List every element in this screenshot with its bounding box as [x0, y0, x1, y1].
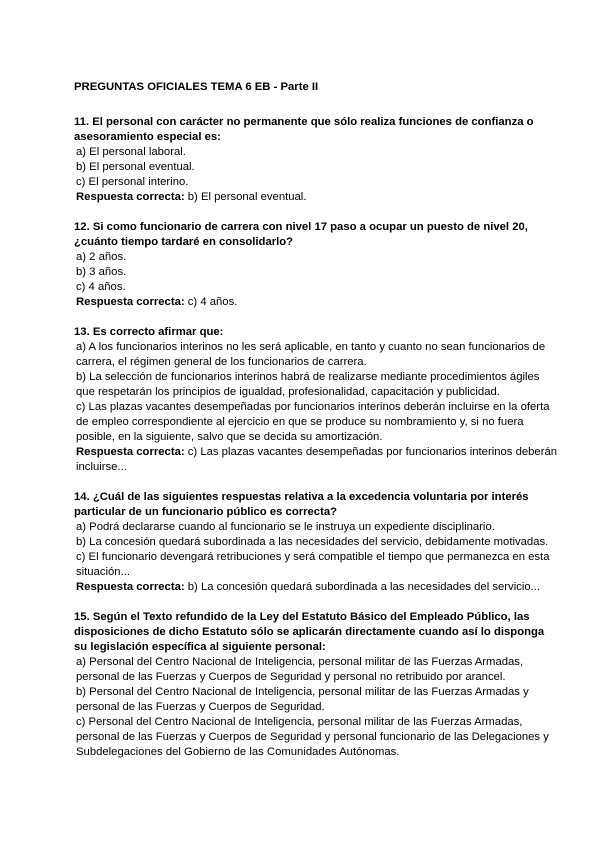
document-title: PREGUNTAS OFICIALES TEMA 6 EB - Parte II	[74, 81, 319, 93]
question-stem: 15. Según el Texto refundido de la Ley del Estatuto Básico del Empleado Público, las disposiciones de dicho Estatuto sólo se aplicarán directamente cuando así lo disponga su legislación específica al siguiente personal:	[74, 611, 545, 653]
option-a: a) Personal del Centro Nacional de Inteligencia, personal militar de las Fuerzas Armadas, personal de las Fuerzas y Cuerpos de Seguridad y personal no retribuido por arancel.	[76, 656, 524, 683]
option-b: b) 3 años.	[76, 266, 127, 278]
question-stem: 14. ¿Cuál de las siguientes respuestas relativa a la excedencia voluntaria por interés particular de un funcionario público es correcta?	[74, 491, 529, 518]
option-c: c) Personal del Centro Nacional de Inteligencia, personal militar de las Fuerzas Armadas, personal de las Fuerzas y Cuerpos de Seguridad y personal funcionario de las Delegaciones y Subdelegaciones del Gobierno de las Comunidades Autónomas.	[76, 716, 549, 758]
option-b: b) La selección de funcionarios interinos habrá de realizarse mediante procedimientos ágiles que respetarán los principios de igualdad, profesionalidad, capacitación y publicidad.	[76, 371, 540, 398]
option-c: c) Las plazas vacantes desempeñadas por funcionarios interinos deberán incluirse en la oferta de empleo correspondiente al ejercicio en que se produce su nombramiento y, si no fuera posible, en la siguiente, salvo que se decida su amortización.	[76, 401, 550, 443]
correct-answer	[74, 295, 560, 310]
question-12	[74, 220, 560, 310]
answer-label: Respuesta correcta:	[76, 191, 185, 203]
option-a: a) 2 años.	[76, 251, 127, 263]
answer-label: Respuesta correcta:	[76, 581, 185, 593]
question-stem: 13. Es correcto afirmar que:	[74, 326, 224, 338]
answer-text: b) El personal eventual.	[187, 191, 307, 203]
option-b: b) La concesión quedará subordinada a las necesidades del servicio, debidamente motivadas.	[76, 536, 549, 548]
question-15	[74, 610, 560, 760]
answer-label: Respuesta correcta:	[76, 296, 185, 308]
option-c: c) El funcionario devengará retribuciones y será compatible el tiempo que permanezca en esta situación...	[76, 551, 550, 578]
option-a: a) Podrá declararse cuando al funcionario se le instruya un expediente disciplinario.	[76, 521, 495, 533]
answer-text: b) La concesión quedará subordinada a las necesidades del servicio...	[187, 581, 541, 593]
question-stem: 12. Si como funcionario de carrera con nivel 17 paso a ocupar un puesto de nivel 20, ¿cuánto tiempo tardaré en consolidarlo?	[74, 221, 528, 248]
question-stem: 11. El personal con carácter no permanente que sólo realiza funciones de confianza o asesoramiento especial es:	[74, 116, 534, 143]
option-a: a) A los funcionarios interinos no les será aplicable, en tanto y cuanto no sean funcionarios de carrera, el régimen general de los funcionarios de carrera.	[76, 341, 546, 368]
option-b: b) El personal eventual.	[76, 161, 195, 173]
correct-answer	[74, 580, 560, 595]
option-c: c) El personal interino.	[76, 176, 189, 188]
question-14	[74, 490, 560, 595]
correct-answer	[74, 445, 560, 475]
correct-answer	[74, 190, 560, 205]
question-13	[74, 325, 560, 475]
option-a: a) El personal laboral.	[76, 146, 186, 158]
option-c: c) 4 años.	[76, 281, 126, 293]
answer-text: c) 4 años.	[187, 296, 238, 308]
answer-text: c) Las plazas vacantes desempeñadas por funcionarios interinos deberán incluirse...	[76, 446, 558, 473]
question-11	[74, 115, 560, 205]
answer-label: Respuesta correcta:	[76, 446, 185, 458]
option-b: b) Personal del Centro Nacional de Inteligencia, personal militar de las Fuerzas Armadas y personal de las Fuerzas y Cuerpos de Seguridad.	[76, 686, 529, 713]
